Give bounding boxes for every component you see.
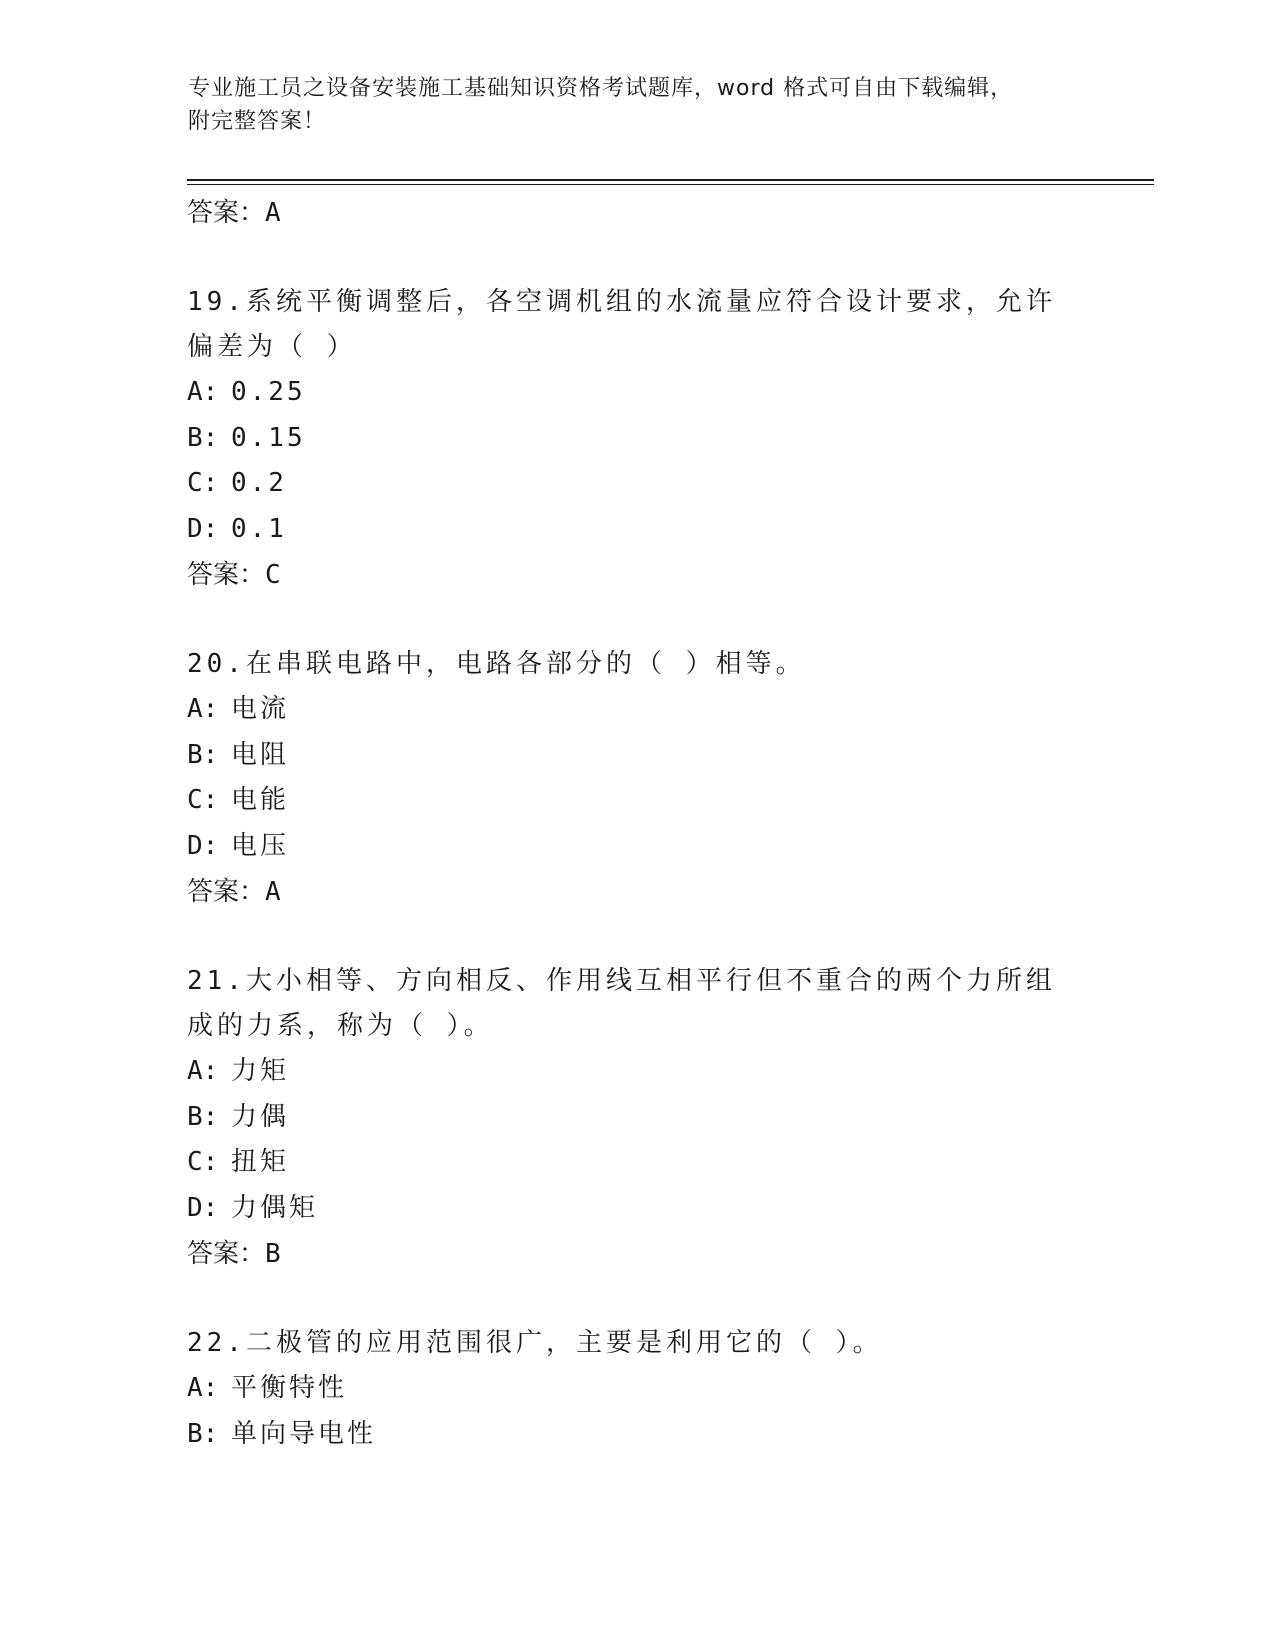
header-rule-thick (187, 179, 1154, 181)
question-text: 19.系统平衡调整后，各空调机组的水流量应符合设计要求，允许偏差为（ ） (187, 287, 1056, 362)
option-text: 电压 (231, 830, 290, 861)
option-text: 力偶矩 (231, 1192, 319, 1223)
option-b (187, 733, 1087, 779)
option-d (187, 507, 1087, 553)
header-line-2: 附完整答案！ (188, 109, 327, 134)
option-text: 0.15 (231, 422, 306, 453)
option-a (187, 687, 1087, 733)
option-key: A: (187, 694, 219, 724)
option-text: 单向导电性 (231, 1418, 377, 1449)
question-list (187, 190, 1087, 1457)
question-answer (187, 869, 1087, 915)
previous-answer (187, 190, 1087, 236)
question-block-20 (187, 642, 1087, 915)
option-text: 0.25 (231, 377, 306, 407)
option-key: D: (187, 513, 219, 544)
question-block-22 (187, 1321, 1087, 1457)
answer-value: B (265, 1239, 281, 1269)
answer-value: C (265, 560, 281, 590)
option-text: 平衡特性 (231, 1373, 348, 1403)
option-key: A: (187, 377, 219, 407)
option-a (187, 1049, 1087, 1095)
option-key: C: (187, 468, 219, 498)
option-b (187, 416, 1087, 462)
option-text: 0.1 (231, 513, 287, 544)
question-block-19 (187, 280, 1087, 598)
option-key: C: (187, 1147, 219, 1177)
option-c (187, 1140, 1087, 1186)
option-key: D: (187, 1192, 219, 1223)
header-line-1: 专业施工员之设备安装施工基础知识资格考试题库，word 格式可自由下载编辑， (188, 76, 1014, 101)
option-key: C: (187, 785, 219, 815)
option-b (187, 1412, 1087, 1458)
option-text: 电阻 (231, 739, 290, 770)
option-d (187, 824, 1087, 870)
option-b (187, 1095, 1087, 1141)
question-answer (187, 1231, 1087, 1277)
option-text: 力矩 (231, 1056, 290, 1086)
answer-label: 答案： (187, 1239, 266, 1269)
option-c (187, 461, 1087, 507)
header-rule-thin (187, 184, 1154, 185)
option-a (187, 1366, 1087, 1412)
document-header (188, 72, 1068, 138)
question-text: 22.二极管的应用范围很广，主要是利用它的（ ）。 (187, 1328, 883, 1358)
answer-value: A (265, 877, 281, 907)
question-text: 21.大小相等、方向相反、作用线互相平行但不重合的两个力所组成的力系，称为（ ）。 (187, 966, 1056, 1041)
option-text: 扭矩 (231, 1147, 290, 1177)
answer-label: 答案： (187, 198, 266, 228)
option-d (187, 1186, 1087, 1232)
answer-label: 答案： (187, 877, 266, 907)
option-key: A: (187, 1056, 219, 1086)
option-key: A: (187, 1373, 219, 1403)
option-text: 力偶 (231, 1101, 290, 1132)
answer-label: 答案： (187, 560, 266, 590)
option-key: B: (187, 739, 219, 770)
question-text: 20.在串联电路中，电路各部分的（ ）相等。 (187, 649, 806, 679)
option-c (187, 778, 1087, 824)
answer-value: A (265, 198, 281, 228)
question-block-21 (187, 959, 1087, 1277)
option-key: B: (187, 1418, 219, 1449)
option-key: B: (187, 1101, 219, 1132)
option-text: 0.2 (231, 468, 287, 498)
option-text: 电能 (231, 785, 290, 815)
option-key: D: (187, 830, 219, 861)
option-key: B: (187, 422, 219, 453)
question-answer (187, 552, 1087, 598)
option-a (187, 370, 1087, 416)
option-text: 电流 (231, 694, 290, 724)
